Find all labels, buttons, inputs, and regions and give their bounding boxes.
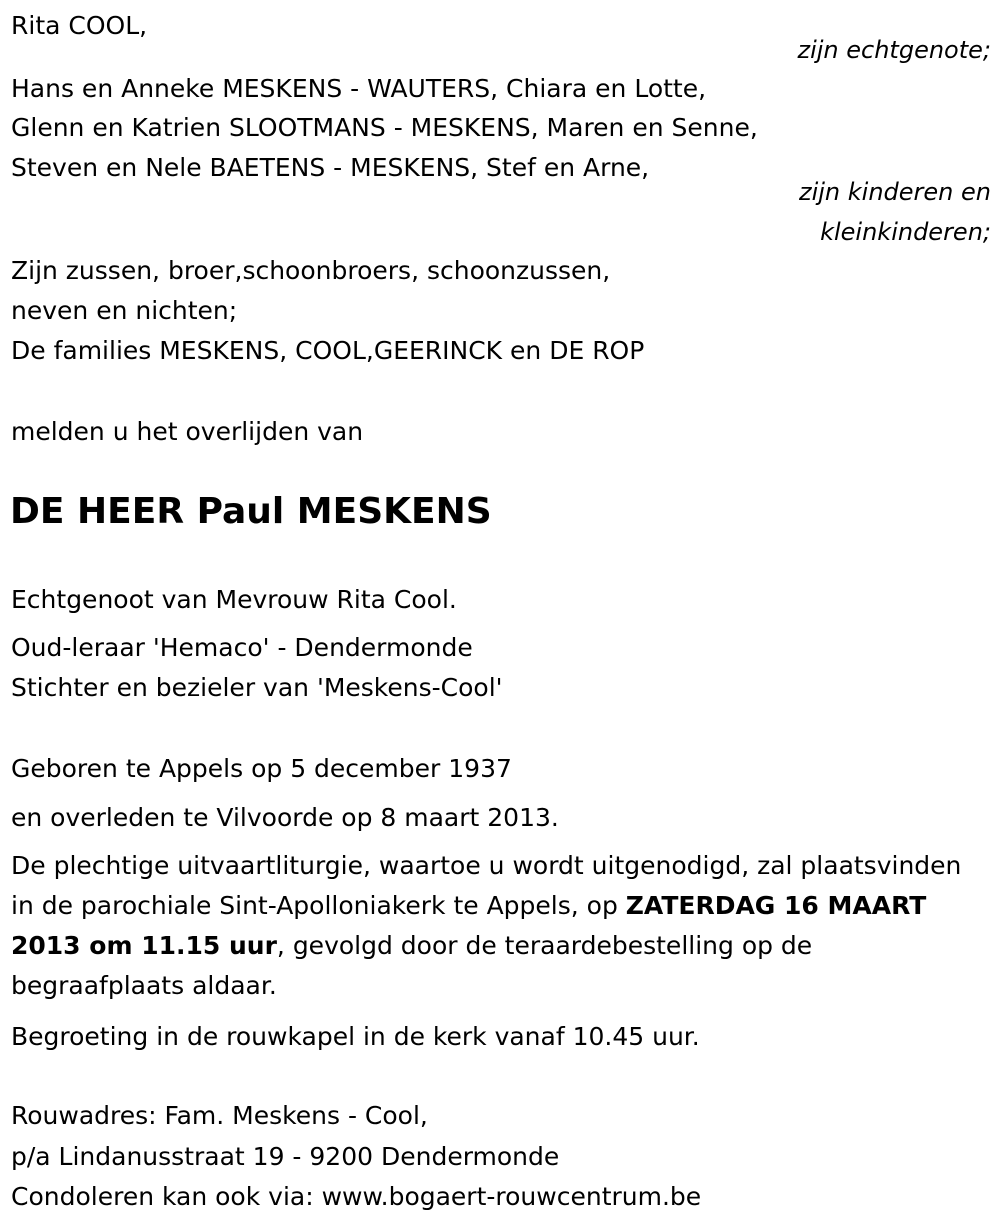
children-line-1: Hans en Anneke MESKENS - WAUTERS, Chiara en Lotte,: [11, 74, 707, 103]
relatives-line-3: De families MESKENS, COOL,GEERINCK en DE ROP: [11, 336, 645, 365]
condolences-line: Condoleren kan ook via: www.bogaert-rouwcentrum.be: [11, 1182, 702, 1211]
address-line-1: Rouwadres: Fam. Meskens - Cool,: [11, 1101, 428, 1130]
relatives-line-2: neven en nichten;: [11, 296, 238, 325]
birth-line: Geboren te Appels op 5 december 1937: [11, 754, 512, 783]
funeral-text-before: De plechtige uitvaartliturgie, waartoe u wordt uitgenodigd, zal plaatsvinden in de parochiale Sint-Apolloniakerk te Appels, op: [11, 851, 962, 920]
children-role-line-2: kleinkinderen;: [820, 218, 991, 246]
children-line-2: Glenn en Katrien SLOOTMANS - MESKENS, Maren en Senne,: [11, 113, 758, 142]
children-line-3: Steven en Nele BAETENS - MESKENS, Stef en Arne,: [11, 153, 650, 182]
spouse-name: Rita COOL,: [11, 11, 148, 40]
bio-occupation: Oud-leraar 'Hemaco' - Dendermonde: [11, 633, 473, 662]
bio-spouse: Echtgenoot van Mevrouw Rita Cool.: [11, 585, 457, 614]
greeting-line: Begroeting in de rouwkapel in de kerk vanaf 10.45 uur.: [11, 1022, 700, 1051]
address-line-2: p/a Lindanusstraat 19 - 9200 Dendermonde: [11, 1142, 560, 1171]
bio-founder: Stichter en bezieler van 'Meskens-Cool': [11, 673, 503, 702]
spouse-role: zijn echtgenote;: [797, 36, 991, 64]
deceased-name: DE HEER Paul MESKENS: [10, 491, 492, 532]
funeral-text-after: , gevolgd door de teraardebestelling op de begraafplaats aldaar.: [11, 931, 813, 1000]
funeral-date-time: ZATERDAG 16 MAART 2013 om 11.15 uur: [11, 891, 927, 960]
children-role-line-1: zijn kinderen en: [799, 178, 991, 206]
relatives-line-1: Zijn zussen, broer,schoonbroers, schoonzussen,: [11, 256, 611, 285]
funeral-paragraph: [11, 846, 986, 1006]
death-line: en overleden te Vilvoorde op 8 maart 2013.: [11, 803, 559, 832]
announcement-line: melden u het overlijden van: [11, 417, 364, 446]
